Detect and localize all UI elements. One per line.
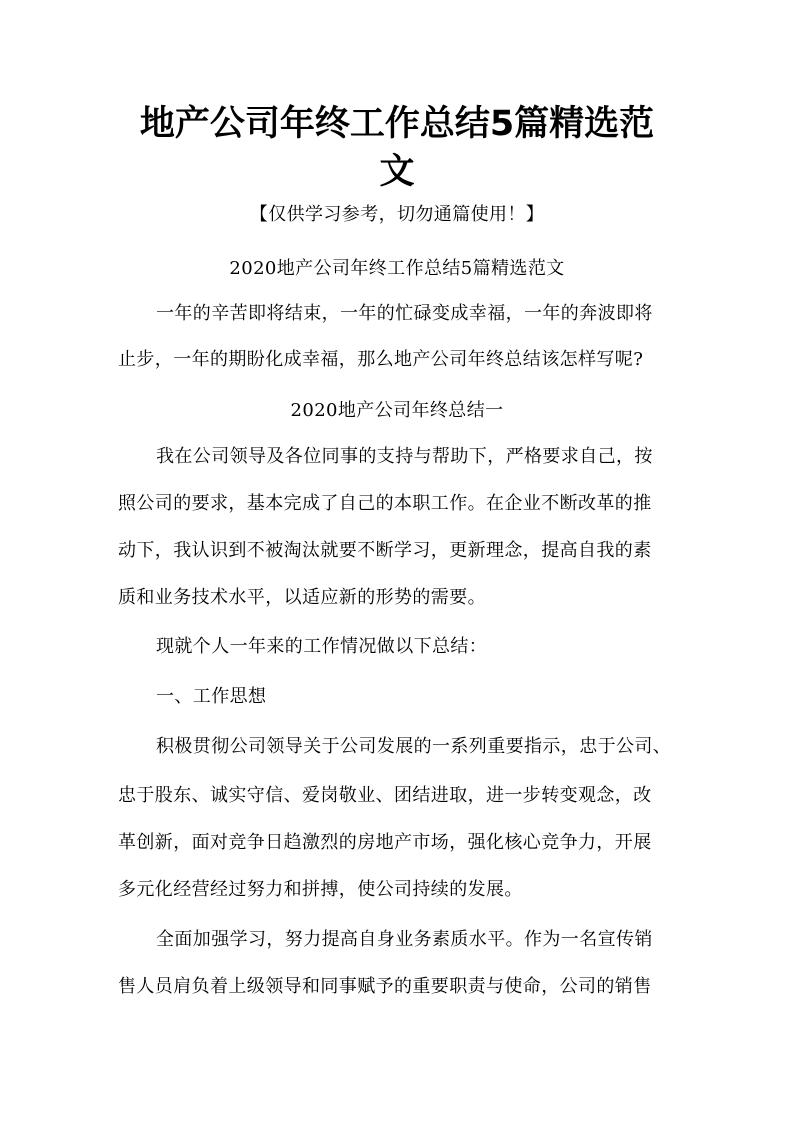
paragraph-line: 止步，一年的期盼化成幸福，那么地产公司年终总结该怎样写呢? xyxy=(118,349,644,370)
paragraph-line: 我在公司领导及各位同事的支持与帮助下，严格要求自己，按 xyxy=(156,446,653,467)
paragraph-line: 动下，我认识到不被淘汰就要不断学习，更新理念，提高自我的素 xyxy=(118,540,652,561)
section-heading: 2020地产公司年终总结一 xyxy=(290,400,504,421)
section-heading: 一、工作思想 xyxy=(156,686,267,707)
paragraph-line: 售人员肩负着上级领导和同事赋予的重要职责与使命，公司的销售 xyxy=(118,976,652,997)
document-title-line-2: 文 xyxy=(379,152,415,192)
paragraph-line: 忠于股东、诚实守信、爱岗敬业、团结进取，进一步转变观念，改 xyxy=(118,785,652,806)
document-title-line-1: 地产公司年终工作总结5篇精选范 xyxy=(139,104,655,144)
usage-notice: 【仅供学习参考，切勿通篇使用！】 xyxy=(249,204,545,225)
paragraph-line: 一年的辛苦即将结束，一年的忙碌变成幸福，一年的奔波即将 xyxy=(156,303,653,324)
paragraph-line: 照公司的要求，基本完成了自己的本职工作。在企业不断改革的推 xyxy=(118,493,652,514)
paragraph-line: 积极贯彻公司领导关于公司发展的一系列重要指示，忠于公司、 xyxy=(156,736,672,757)
paragraph-line: 多元化经营经过努力和拼搏，使公司持续的发展。 xyxy=(118,879,523,900)
document-subtitle: 2020地产公司年终工作总结5篇精选范文 xyxy=(229,258,565,279)
paragraph-line: 现就个人一年来的工作情况做以下总结： xyxy=(156,636,488,657)
paragraph-line: 全面加强学习，努力提高自身业务素质水平。作为一名宣传销 xyxy=(156,929,653,950)
paragraph-line: 质和业务技术水平，以适应新的形势的需要。 xyxy=(118,587,486,608)
paragraph-line: 革创新，面对竞争日趋激烈的房地产市场，强化核心竞争力，开展 xyxy=(118,832,652,853)
